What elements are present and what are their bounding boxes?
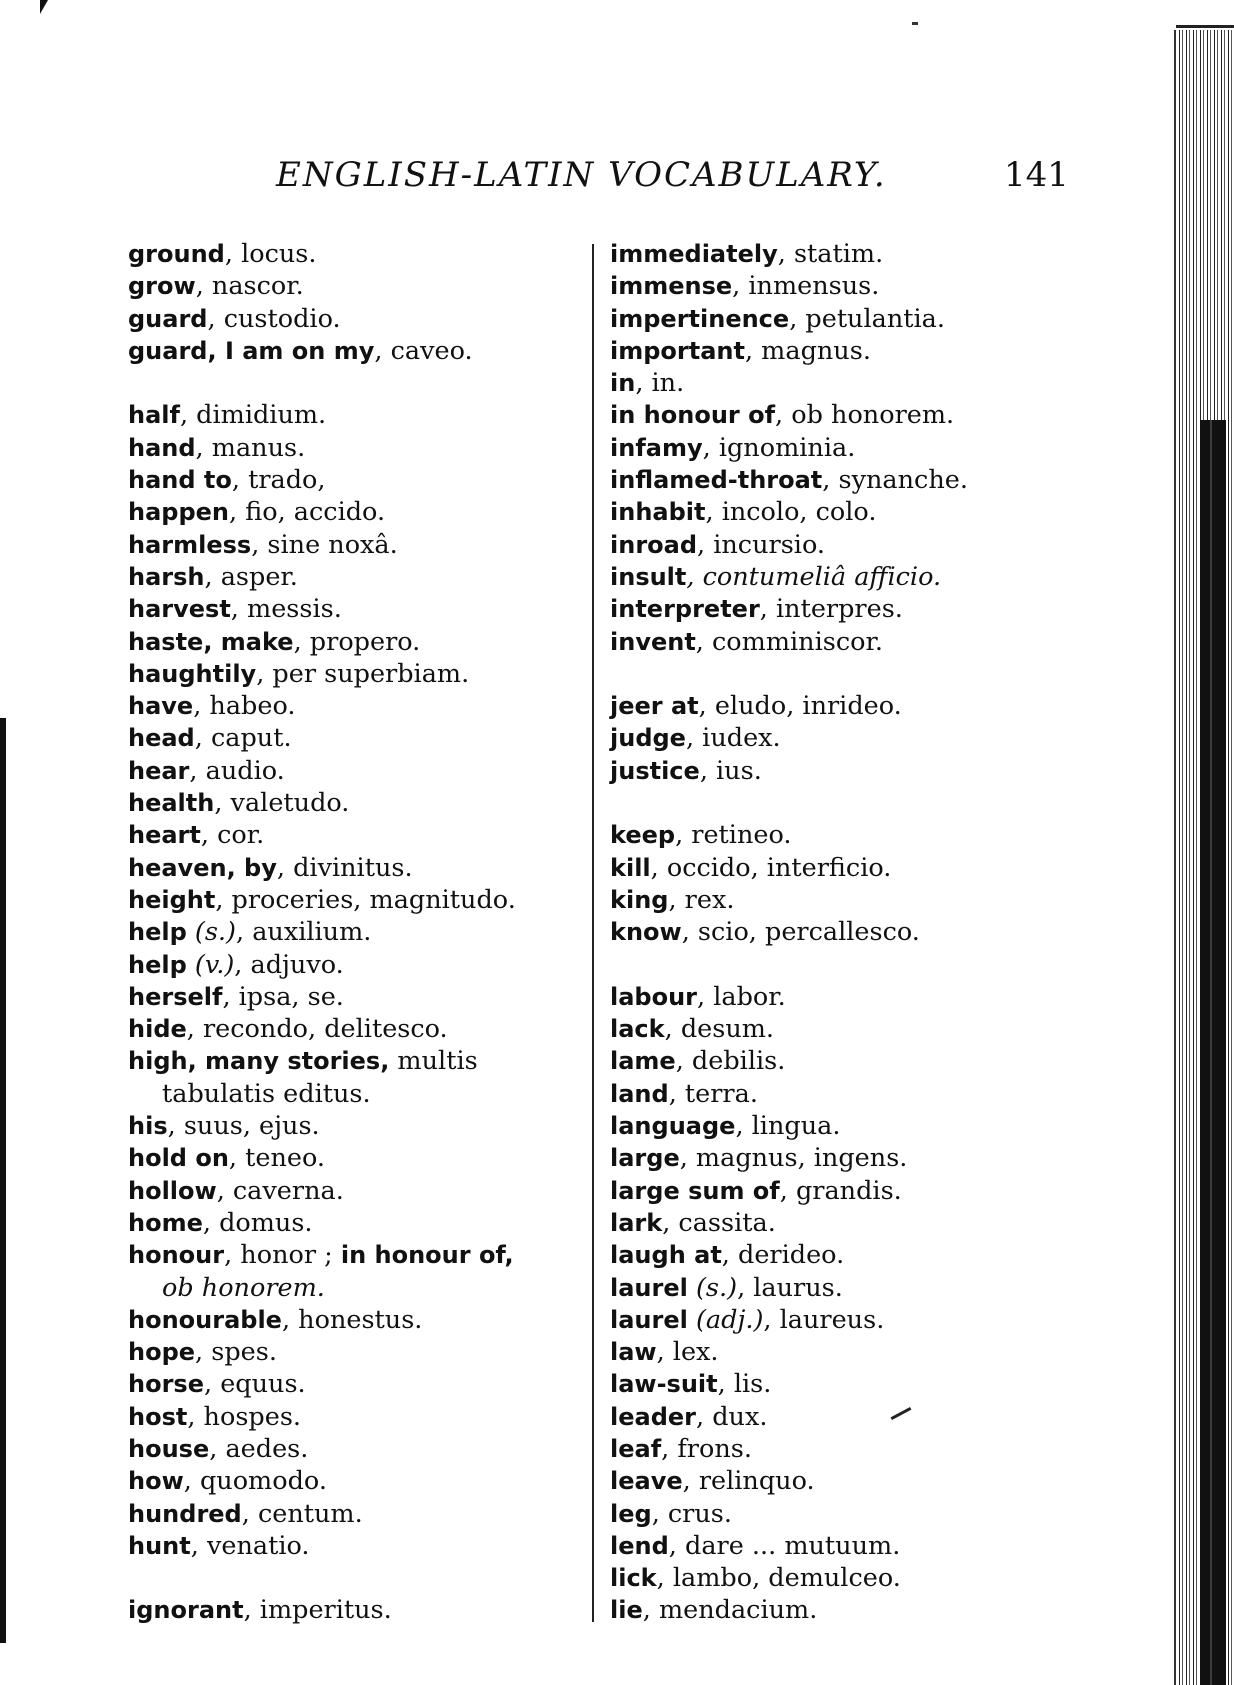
vocabulary-entry: [128, 1078, 583, 1110]
entry-headword: laurel: [610, 1273, 688, 1302]
entry-headword: lame: [610, 1047, 676, 1076]
entry-headword: guard: [128, 304, 208, 333]
entry-headword: host: [128, 1402, 188, 1431]
vocabulary-entry: [128, 1175, 583, 1207]
entry-headword: judge: [610, 724, 686, 753]
entry-translation: , manus.: [195, 432, 306, 463]
vocabulary-entry: [610, 367, 1030, 399]
entry-headword: haughtily: [128, 659, 257, 688]
vocabulary-entry: [128, 529, 583, 561]
entry-headword: hundred: [128, 1499, 242, 1528]
entry-headword: in honour of: [610, 401, 776, 430]
entry-headword: lark: [610, 1208, 663, 1237]
entry-headword: know: [610, 918, 682, 947]
entry-translation: , dare ... mutuum.: [668, 1530, 901, 1561]
book-spine-shadow: [1200, 420, 1226, 1685]
vocabulary-entry: [610, 561, 1030, 593]
entry-translation: , ius.: [699, 755, 762, 786]
entry-translation: , scio, percallesco.: [681, 917, 920, 948]
entry-translation: , cor.: [200, 820, 265, 851]
entry-translation: , aedes.: [209, 1433, 309, 1464]
right-column: [610, 238, 1030, 1627]
entry-translation: , rex.: [668, 884, 735, 915]
entry-headword: hand: [128, 433, 196, 462]
entry-headword: in: [610, 369, 636, 398]
vocabulary-entry: [128, 1594, 583, 1626]
entry-headword: hope: [128, 1338, 196, 1367]
vocabulary-entry: [128, 303, 583, 335]
vocabulary-entry: [128, 238, 583, 270]
entry-translation: , imperitus.: [243, 1595, 392, 1626]
entry-headword: leave: [610, 1467, 683, 1496]
vocabulary-entry: [610, 1368, 1030, 1400]
entry-translation: , petulantia.: [789, 303, 945, 334]
vocabulary-entry: [610, 819, 1030, 851]
vocabulary-entry: [128, 787, 583, 819]
vocabulary-entry: [610, 1401, 1030, 1433]
entry-translation: , comminiscor.: [695, 626, 883, 657]
entry-headword: invent: [610, 627, 696, 656]
vocabulary-entry: [610, 1498, 1030, 1530]
entry-translation: , retineo.: [675, 820, 792, 851]
entry-translation: , suus, ejus.: [167, 1111, 320, 1142]
vocabulary-entry: [128, 755, 583, 787]
page-edge-shadow-left: [0, 718, 6, 1643]
entry-translation: , lingua.: [735, 1111, 841, 1142]
vocabulary-entry: [128, 1465, 583, 1497]
vocabulary-entry: [610, 303, 1030, 335]
entry-translation: , venatio.: [190, 1530, 310, 1561]
vocabulary-entry: [128, 1110, 583, 1142]
entry-headword: lack: [610, 1015, 665, 1044]
entry-part-of-speech: (adj.): [695, 1304, 764, 1335]
section-gap: [610, 949, 1030, 981]
entry-headword: how: [128, 1467, 184, 1496]
entry-translation: , sine noxâ.: [251, 529, 398, 560]
entry-translation: , labor.: [697, 981, 786, 1012]
vocabulary-entry: [128, 1498, 583, 1530]
entry-headword: king: [610, 885, 669, 914]
book-spine-top: [1176, 25, 1234, 38]
entry-translation: , valetudo.: [214, 788, 350, 819]
vocabulary-entry: [128, 1272, 583, 1304]
entry-headword: ground: [128, 240, 225, 268]
entry-headword: justice: [610, 756, 700, 785]
entry-translation: , adjuvo.: [234, 949, 344, 980]
entry-headword: hear: [128, 756, 190, 785]
vocabulary-entry: [128, 1304, 583, 1336]
entry-headword: ignorant: [128, 1596, 244, 1625]
entry-translation: , contumeliâ afficio.: [686, 561, 942, 592]
vocabulary-entry: [128, 916, 583, 948]
entry-headword: harsh: [128, 562, 205, 591]
vocabulary-entry: [128, 496, 583, 528]
entry-headword: home: [128, 1208, 203, 1237]
vocabulary-entry: [128, 722, 583, 754]
vocabulary-entry: [610, 1562, 1030, 1594]
entry-translation: , divinitus.: [276, 852, 413, 883]
vocabulary-entry: [128, 1142, 583, 1174]
entry-headword: jeer at: [610, 692, 699, 721]
entry-translation: , crus.: [651, 1498, 732, 1529]
entry-translation: , centum.: [241, 1498, 363, 1529]
vocabulary-entry: [128, 1401, 583, 1433]
vocabulary-entry: [128, 852, 583, 884]
entry-translation: , laurus.: [737, 1272, 843, 1303]
vocabulary-entry: [610, 496, 1030, 528]
column-divider: [592, 244, 594, 1622]
vocabulary-entry: [128, 658, 583, 690]
entry-translation: , eludo, inrideo.: [698, 691, 902, 722]
entry-headword: heaven, by: [128, 853, 277, 882]
entry-translation: , proceries, magnitudo.: [215, 884, 516, 915]
entry-headword: happen: [128, 498, 230, 527]
vocabulary-entry: [610, 1304, 1030, 1336]
entry-part-of-speech: (s.): [194, 917, 236, 948]
entry-headword: half: [128, 401, 180, 430]
entry-translation: , mendacium.: [642, 1595, 818, 1626]
entry-headword: language: [610, 1112, 736, 1141]
entry-headword: horse: [128, 1370, 204, 1399]
section-gap: [128, 1562, 583, 1594]
entry-translation: , spes.: [195, 1337, 277, 1368]
section-gap: [610, 787, 1030, 819]
entry-headword: hand to: [128, 466, 232, 495]
entry-headword: hollow: [128, 1176, 217, 1205]
entry-headword: help: [128, 950, 187, 979]
vocabulary-entry: [610, 1465, 1030, 1497]
entry-headword: land: [610, 1079, 669, 1108]
entry-translation: , audio.: [189, 755, 285, 786]
vocabulary-entry: [610, 1013, 1030, 1045]
vocabulary-entry: [128, 335, 583, 367]
page-title: ENGLISH-LATIN VOCABULARY.: [276, 155, 887, 195]
entry-translation: , debilis.: [675, 1046, 786, 1077]
vocabulary-entry: [610, 464, 1030, 496]
vocabulary-entry: [610, 593, 1030, 625]
entry-translation: , inmensus.: [732, 271, 880, 302]
entry-translation: , ob honorem.: [775, 400, 955, 431]
vocabulary-entry: [610, 1433, 1030, 1465]
scan-speck: [912, 22, 918, 25]
entry-translation: , desum.: [664, 1014, 775, 1045]
vocabulary-entry: [610, 1142, 1030, 1174]
vocabulary-entry: [128, 884, 583, 916]
section-gap: [128, 367, 583, 399]
entry-headword: help: [128, 918, 187, 947]
entry-headword: leg: [610, 1499, 652, 1528]
entry-headword: insult: [610, 562, 687, 591]
vocabulary-entry: [610, 270, 1030, 302]
entry-headword: immediately: [610, 240, 778, 268]
vocabulary-entry: [128, 1530, 583, 1562]
entry-translation: , messis.: [230, 594, 342, 625]
entry-headword: inflamed-throat: [610, 466, 823, 495]
entry-headword: height: [128, 885, 216, 914]
entry-translation: , dux.: [696, 1401, 768, 1432]
entry-translation: , honor ;: [224, 1240, 341, 1271]
vocabulary-entry: [610, 238, 1030, 270]
entry-headword: leaf: [610, 1434, 662, 1463]
entry-headword: lend: [610, 1531, 669, 1560]
entry-translation: , propero.: [293, 626, 421, 657]
entry-headword: labour: [610, 982, 698, 1011]
entry-headword: herself: [128, 982, 223, 1011]
vocabulary-entry: [610, 690, 1030, 722]
entry-headword: lie: [610, 1596, 643, 1625]
entry-translation: , habeo.: [193, 691, 296, 722]
entry-headword-secondary: in honour of,: [340, 1241, 514, 1270]
entry-headword: harvest: [128, 595, 231, 624]
vocabulary-entry: [610, 1594, 1030, 1626]
entry-translation: , caverna.: [216, 1175, 344, 1206]
entry-headword: large sum of: [610, 1176, 780, 1205]
entry-headword: interpreter: [610, 595, 760, 624]
vocabulary-entry: [128, 626, 583, 658]
entry-translation: , trado,: [231, 465, 326, 496]
entry-headword: keep: [610, 821, 676, 850]
entry-translation: , per superbiam.: [256, 658, 470, 689]
entry-headword: honourable: [128, 1305, 282, 1334]
entry-headword: head: [128, 724, 195, 753]
entry-translation: , in.: [635, 368, 685, 399]
entry-headword: high, many stories,: [128, 1047, 390, 1076]
entry-translation: , caput.: [194, 723, 292, 754]
vocabulary-entry: [610, 722, 1030, 754]
entry-headword: heart: [128, 821, 201, 850]
vocabulary-entry: [610, 1045, 1030, 1077]
entry-translation: , quomodo.: [183, 1466, 327, 1497]
entry-translation: , relinquo.: [682, 1466, 815, 1497]
entry-headword: law-suit: [610, 1370, 718, 1399]
vocabulary-entry: [610, 335, 1030, 367]
vocabulary-entry: [610, 916, 1030, 948]
running-header: [0, 155, 1234, 199]
vocabulary-entry: [610, 626, 1030, 658]
section-gap: [610, 658, 1030, 690]
vocabulary-entry: [610, 852, 1030, 884]
vocabulary-entry: [610, 884, 1030, 916]
vocabulary-entry: [128, 561, 583, 593]
entry-translation: , teneo.: [228, 1143, 325, 1174]
vocabulary-entry: [128, 1368, 583, 1400]
vocabulary-entry: [128, 690, 583, 722]
vocabulary-entry: [128, 399, 583, 431]
entry-translation: , equus.: [203, 1369, 306, 1400]
entry-translation: , cassita.: [662, 1207, 776, 1238]
vocabulary-entry: [610, 1336, 1030, 1368]
entry-headword: laugh at: [610, 1241, 722, 1270]
entry-headword: haste, make: [128, 627, 294, 656]
entry-translation: , incursio.: [697, 529, 825, 560]
entry-translation: , custodio.: [207, 303, 341, 334]
entry-translation: , recondo, delitesco.: [186, 1014, 448, 1045]
entry-translation: , iudex.: [685, 723, 781, 754]
entry-translation: multis: [389, 1046, 478, 1077]
entry-translation: , frons.: [661, 1433, 752, 1464]
vocabulary-entry: [610, 1175, 1030, 1207]
entry-headword: have: [128, 692, 194, 721]
entry-translation: , lex.: [656, 1337, 719, 1368]
vocabulary-entry: [610, 432, 1030, 464]
entry-headword: leader: [610, 1402, 696, 1431]
entry-headword: inhabit: [610, 498, 706, 527]
entry-part-of-speech: (s.): [695, 1272, 738, 1303]
entry-translation: , derideo.: [721, 1240, 845, 1271]
entry-headword: hide: [128, 1015, 187, 1044]
entry-continuation: tabulatis editus.: [162, 1078, 371, 1109]
vocabulary-entry: [128, 593, 583, 625]
entry-translation: , interpres.: [759, 594, 903, 625]
entry-translation: , lambo, demulceo.: [656, 1563, 901, 1594]
entry-headword: lick: [610, 1564, 657, 1593]
entry-translation: , asper.: [204, 561, 298, 592]
corner-scan-mark: [40, 0, 48, 14]
entry-translation: , ipsa, se.: [222, 981, 344, 1012]
entry-translation: , dimidium.: [179, 400, 327, 431]
entry-headword: harmless: [128, 530, 252, 559]
vocabulary-entry: [128, 1013, 583, 1045]
vocabulary-entry: [610, 1239, 1030, 1271]
entry-translation: , domus.: [202, 1207, 313, 1238]
entry-translation: , ignominia.: [702, 432, 856, 463]
entry-translation: , nascor.: [195, 271, 304, 302]
vocabulary-entry: [128, 464, 583, 496]
entry-translation: , grandis.: [779, 1175, 902, 1206]
entry-headword: his: [128, 1112, 168, 1141]
entry-translation: , caveo.: [374, 335, 473, 366]
vocabulary-entry: [128, 949, 583, 981]
vocabulary-entry: [128, 270, 583, 302]
vocabulary-entry: [128, 819, 583, 851]
vocabulary-entry: [128, 1433, 583, 1465]
entry-headword: immense: [610, 272, 733, 301]
entry-headword: grow: [128, 272, 196, 301]
entry-translation: , terra.: [668, 1078, 758, 1109]
vocabulary-entry: [610, 1207, 1030, 1239]
entry-translation: , occido, interficio.: [650, 852, 892, 883]
entry-translation: , locus.: [224, 239, 317, 269]
vocabulary-entry: [128, 1207, 583, 1239]
entry-headword: hunt: [128, 1531, 191, 1560]
entry-headword: infamy: [610, 433, 703, 462]
entry-headword: important: [610, 336, 745, 365]
entry-translation: , magnus.: [744, 335, 871, 366]
entry-headword: inroad: [610, 530, 698, 559]
entry-headword: hold on: [128, 1144, 229, 1173]
entry-translation: , statim.: [777, 239, 884, 269]
entry-continuation: ob honorem.: [162, 1272, 325, 1303]
vocabulary-entry: [610, 755, 1030, 787]
vocabulary-entry: [610, 1530, 1030, 1562]
entry-headword: kill: [610, 853, 651, 882]
vocabulary-entry: [128, 1239, 583, 1271]
page-number: 141: [1004, 155, 1069, 195]
entry-headword: house: [128, 1434, 210, 1463]
vocabulary-entry: [610, 1272, 1030, 1304]
entry-headword: large: [610, 1144, 680, 1173]
entry-translation: , synanche.: [822, 465, 968, 496]
entry-headword: health: [128, 789, 215, 818]
entry-translation: , magnus, ingens.: [679, 1143, 908, 1174]
left-column: [128, 238, 583, 1627]
entry-headword: honour: [128, 1241, 225, 1270]
entry-headword: law: [610, 1338, 657, 1367]
entry-headword: impertinence: [610, 304, 790, 333]
entry-translation: , incolo, colo.: [705, 497, 877, 528]
entry-translation: , honestus.: [281, 1304, 423, 1335]
entry-headword: guard, I am on my: [128, 336, 375, 365]
entry-part-of-speech: (v.): [194, 949, 235, 980]
vocabulary-entry: [610, 529, 1030, 561]
vocabulary-entry: [128, 981, 583, 1013]
entry-translation: , fio, accido.: [229, 497, 386, 528]
entry-headword: laurel: [610, 1305, 688, 1334]
vocabulary-entry: [128, 432, 583, 464]
entry-translation: , lis.: [717, 1369, 772, 1400]
vocabulary-entry: [610, 399, 1030, 431]
entry-translation: , auxilium.: [235, 917, 372, 948]
entry-translation: , hospes.: [187, 1401, 302, 1432]
vocabulary-entry: [128, 1045, 583, 1077]
vocabulary-entry: [610, 1110, 1030, 1142]
entry-translation: , laureus.: [763, 1304, 885, 1335]
vocabulary-entry: [610, 981, 1030, 1013]
vocabulary-entry: [128, 1336, 583, 1368]
vocabulary-entry: [610, 1078, 1030, 1110]
